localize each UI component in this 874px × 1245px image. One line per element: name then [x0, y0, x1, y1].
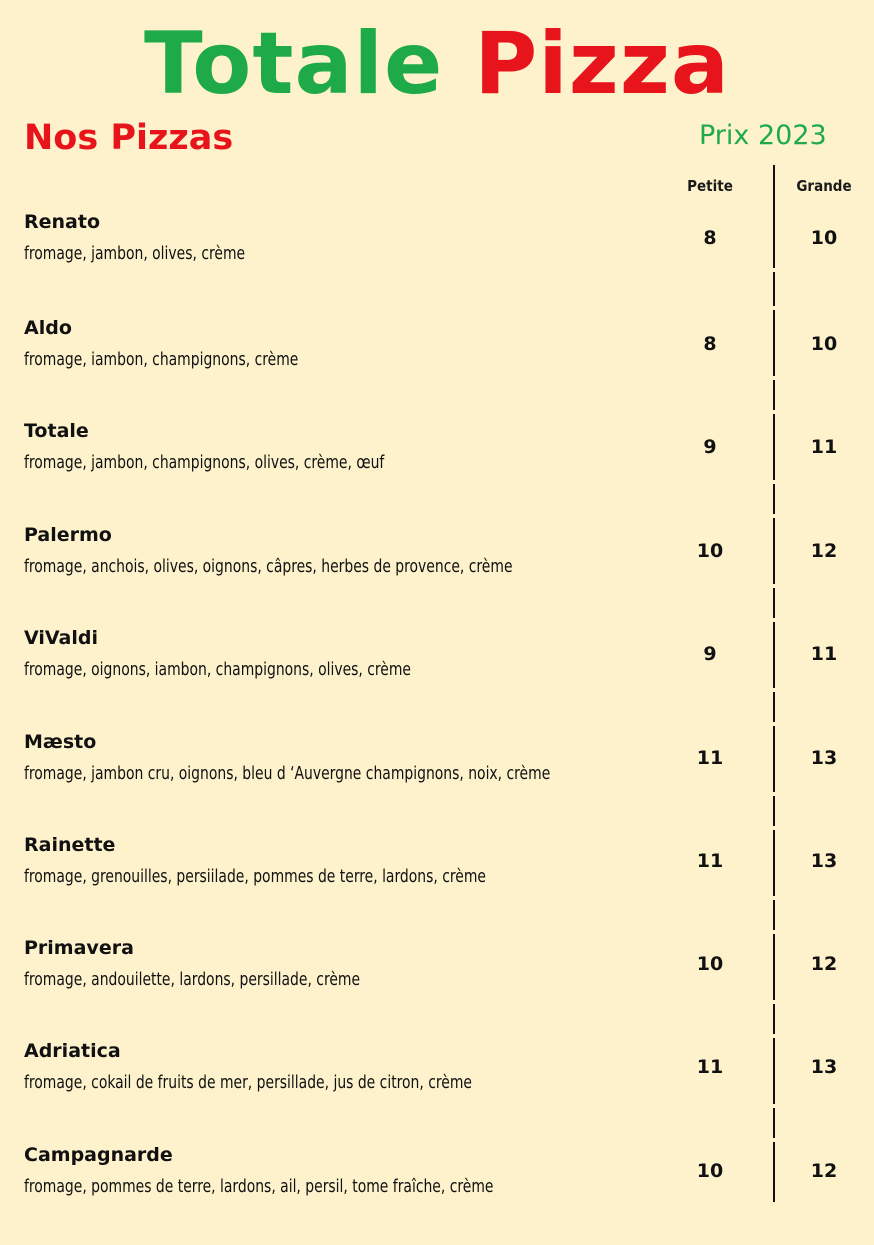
column-header-small: Petite — [687, 177, 733, 195]
pizza-name: Aldo — [24, 317, 72, 339]
price-large: 11 — [810, 643, 838, 665]
price-small: 9 — [703, 643, 717, 665]
section-title: Nos Pizzas — [24, 118, 234, 158]
price-small: 11 — [696, 1056, 724, 1078]
brand-word-pizza: Pizza — [474, 14, 730, 114]
pizza-name: Mæsto — [24, 731, 97, 753]
brand-word-totale: Totale — [144, 14, 444, 114]
price-large: 13 — [810, 850, 838, 872]
pizza-row-vivaldi — [0, 625, 874, 728]
pizza-ingredients: fromage, jambon, champignons, olives, crème, œuf — [24, 452, 385, 473]
pizza-ingredients: fromage, andouilette, lardons, persillade, crème — [24, 969, 361, 990]
pizza-ingredients: fromage, pommes de terre, lardons, ail, persil, tome fraîche, crème — [24, 1176, 494, 1197]
pizza-ingredients: fromage, iambon, champignons, crème — [24, 349, 299, 370]
price-small: 11 — [696, 747, 724, 769]
price-small: 8 — [703, 333, 717, 355]
pizza-row-adriatica — [0, 1038, 874, 1141]
pizza-ingredients: fromage, oignons, iambon, champignons, olives, crème — [24, 659, 412, 680]
pizza-ingredients: fromage, cokail de fruits de mer, persillade, jus de citron, crème — [24, 1072, 472, 1093]
pizza-ingredients: fromage, jambon, olives, crème — [24, 243, 246, 264]
price-large: 10 — [810, 333, 838, 355]
pizza-name: Rainette — [24, 834, 116, 856]
pizza-row-totale — [0, 418, 874, 521]
pizza-name: Primavera — [24, 937, 134, 959]
pizza-ingredients: fromage, grenouilles, persiilade, pommes de terre, lardons, crème — [24, 866, 486, 887]
price-large: 12 — [810, 1160, 838, 1182]
pizza-name: ViValdi — [24, 627, 98, 649]
pizza-row-rainette — [0, 832, 874, 935]
pizza-name: Palermo — [24, 524, 112, 546]
price-large: 13 — [810, 1056, 838, 1078]
price-large: 10 — [810, 227, 838, 249]
pizza-ingredients: fromage, jambon cru, oignons, bleu d ‘Auvergne champignons, noix, crème — [24, 763, 551, 784]
price-large: 13 — [810, 747, 838, 769]
pizza-ingredients: fromage, anchois, olives, oignons, câpres, herbes de provence, crème — [24, 556, 513, 577]
pizza-name: Totale — [24, 420, 89, 442]
price-large: 12 — [810, 540, 838, 562]
pizza-name: Renato — [24, 211, 100, 233]
brand-title — [0, 14, 874, 114]
pizza-row-aldo — [0, 315, 874, 418]
price-large: 12 — [810, 953, 838, 975]
pizza-name: Campagnarde — [24, 1144, 173, 1166]
price-year: Prix 2023 — [699, 120, 827, 151]
column-header-large: Grande — [796, 177, 852, 195]
pizza-name: Adriatica — [24, 1040, 121, 1062]
price-large: 11 — [810, 436, 838, 458]
pizza-row-campagnarde — [0, 1142, 874, 1245]
price-small: 10 — [696, 953, 724, 975]
pizza-row-primavera — [0, 935, 874, 1038]
pizza-row-maesto — [0, 729, 874, 832]
price-small: 10 — [696, 540, 724, 562]
pizza-row-renato — [0, 209, 874, 312]
price-small: 10 — [696, 1160, 724, 1182]
price-small: 9 — [703, 436, 717, 458]
pizza-row-palermo — [0, 522, 874, 625]
price-small: 11 — [696, 850, 724, 872]
price-small: 8 — [703, 227, 717, 249]
